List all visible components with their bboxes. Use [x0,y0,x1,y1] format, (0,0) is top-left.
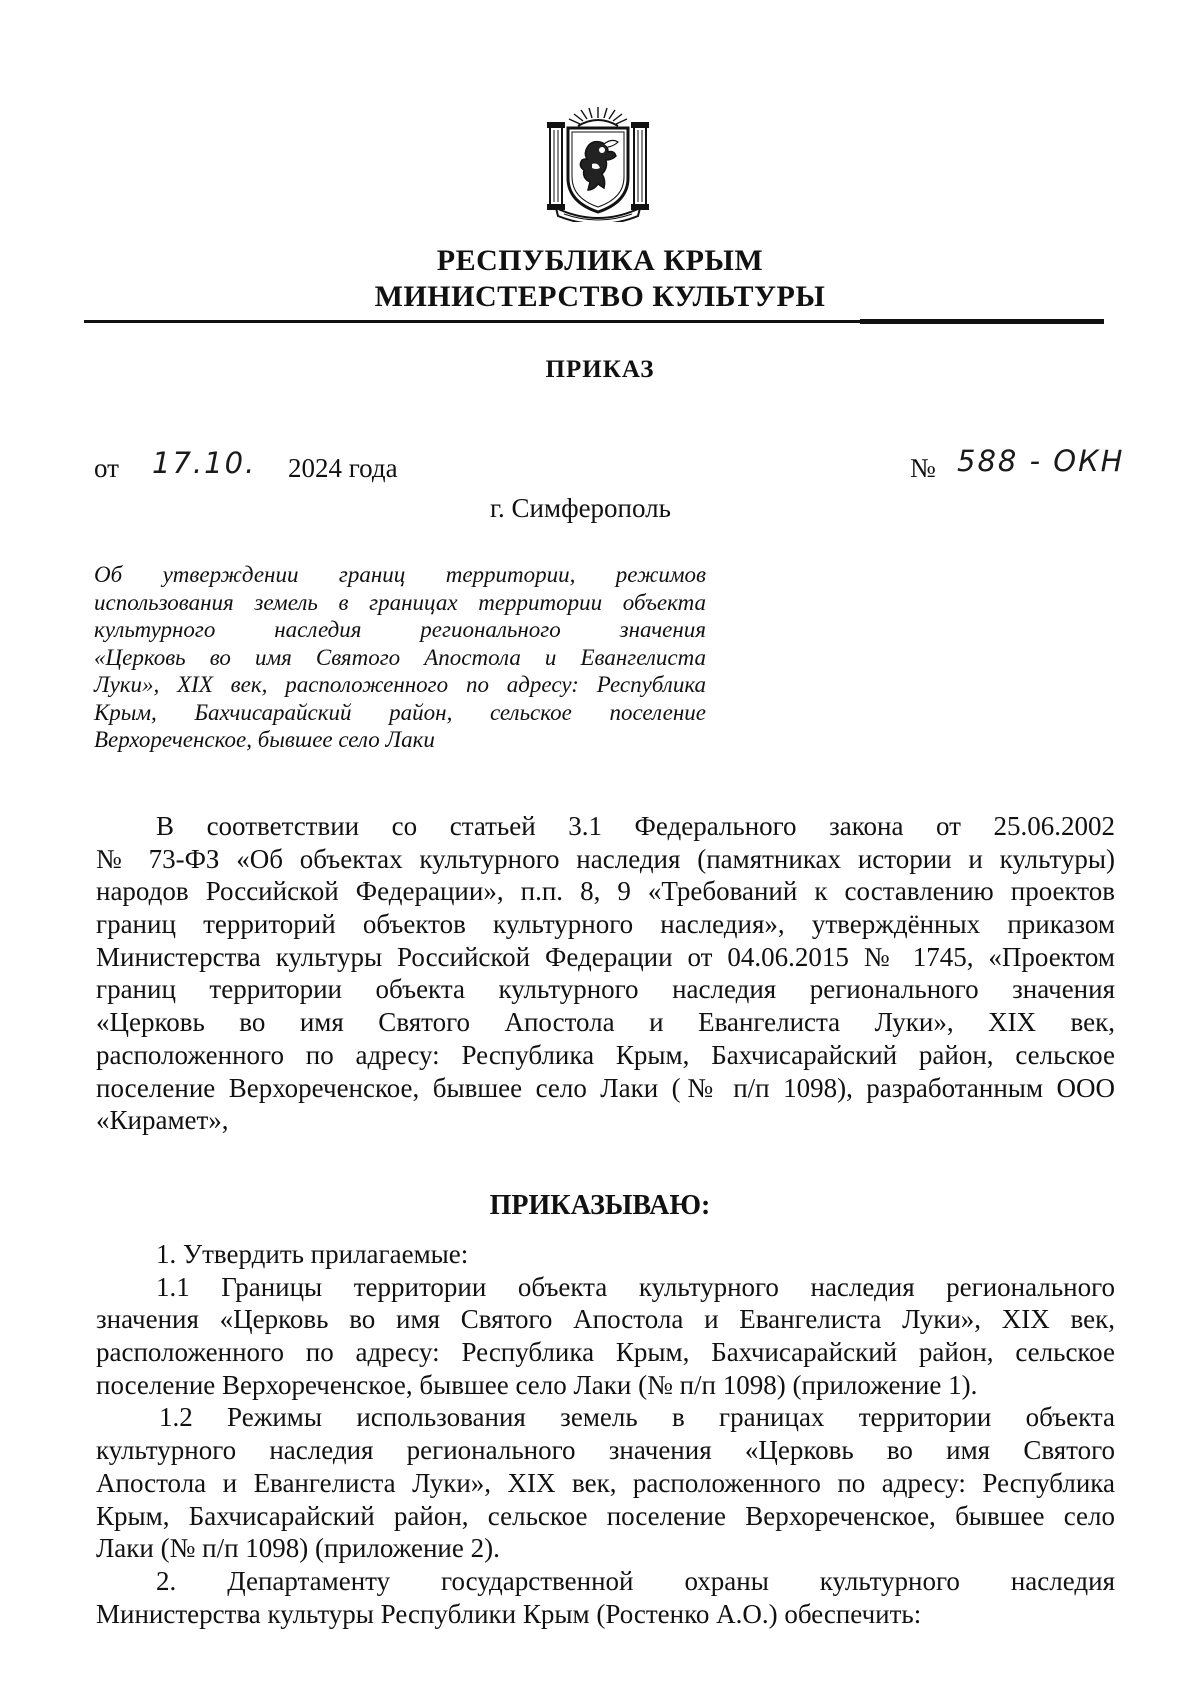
number-sign: № [910,453,936,483]
header-divider-thick [860,319,1104,324]
decree-heading: ПРИКАЗЫВАЮ: [489,1190,711,1221]
item-line: 1.1 Границы территории объекта культурного наследия регионального [156,1271,1115,1302]
number-handwritten: 588 - ОКН [957,444,1125,478]
date-prefix: от [94,453,119,483]
header-republic: РЕСПУБЛИКА КРЫМ [436,244,764,277]
crimea-coat-of-arms-emblem [542,104,654,222]
item-line: значения «Церковь во имя Святого Апостола и Евангелиста Луки», XIX век, [96,1304,1115,1335]
preamble-line: «Кирамет», [96,1105,229,1136]
preamble-line: Министерства культуры Российской Федерации от 04.06.2015 № 1745, «Проектом [96,941,1115,972]
order-subject [94,561,706,754]
item-line: культурного наследия регионального значения «Церковь во имя Святого [96,1435,1115,1466]
subject-line: Луки», XIX век, расположенного по адресу: Республика [94,672,706,697]
item-line: Крым, Бахчисарайский район, сельское поселение Верхореченское, бывшее село [96,1500,1115,1531]
subject-line: «Церковь во имя Святого Апостола и Евангелиста [94,644,706,670]
item-line: Министерства культуры Республики Крым (Ростенко А.О.) обеспечить: [96,1598,922,1629]
preamble-line: границ территорий объектов культурного наследия», утверждённых приказом [96,909,1115,940]
date-year: 2024 года [288,453,398,483]
preamble-line: № 73-ФЗ «Об объектах культурного наследия (памятниках истории и культуры) [96,843,1115,874]
preamble-line: народов Российской Федерации», п.п. 8, 9 «Требований к составлению проектов [96,876,1115,907]
item-line: Апостола и Евангелиста Луки», XIX век, расположенного по адресу: Республика [96,1467,1115,1498]
item-line: 1.2 Режимы использования земель в границах территории объекта [159,1402,1115,1433]
preamble-line: расположенного по адресу: Республика Крым, Бахчисарайский район, сельское [96,1039,1115,1070]
preamble-line: В соответствии со статьей 3.1 Федерального закона от 25.06.2002 [156,811,1115,841]
preamble-paragraph [96,810,1115,1137]
subject-line: Верхореченское, бывшее село Лаки [94,727,435,752]
item-line: поселение Верхореченское, бывшее село Лаки (№ п/п 1098) (приложение 1). [96,1369,978,1400]
preamble-line: границ территории объекта культурного наследия регионального значения [96,974,1115,1005]
header-ministry: МИНИСТЕРСТВО КУЛЬТУРЫ [374,280,826,313]
subject-line: культурного наследия регионального значения [94,617,706,642]
preamble-line: «Церковь во имя Святого Апостола и Евангелиста Луки», XIX век, [96,1007,1115,1038]
item-line: 1. Утвердить прилагаемые: [156,1239,469,1269]
subject-line: Об утверждении границ территории, режимов [94,562,706,587]
order-items [96,1238,1115,1630]
item-line: 2. Департаменту государственной охраны культурного наследия [156,1565,1115,1596]
item-line: расположенного по адресу: Республика Крым, Бахчисарайский район, сельское [96,1337,1115,1368]
order-title: ПРИКАЗ [545,356,655,383]
city: г. Симферополь [490,493,671,523]
subject-line: Крым, Бахчисарайский район, сельское поселение [94,699,706,725]
item-line: Лаки (№ п/п 1098) (приложение 2). [96,1533,500,1564]
date-handwritten: 17.10. [152,446,257,480]
preamble-line: поселение Верхореченское, бывшее село Лаки (№ п/п 1098), разработанным ООО [96,1072,1115,1103]
subject-line: использования земель в границах территории объекта [94,589,706,615]
